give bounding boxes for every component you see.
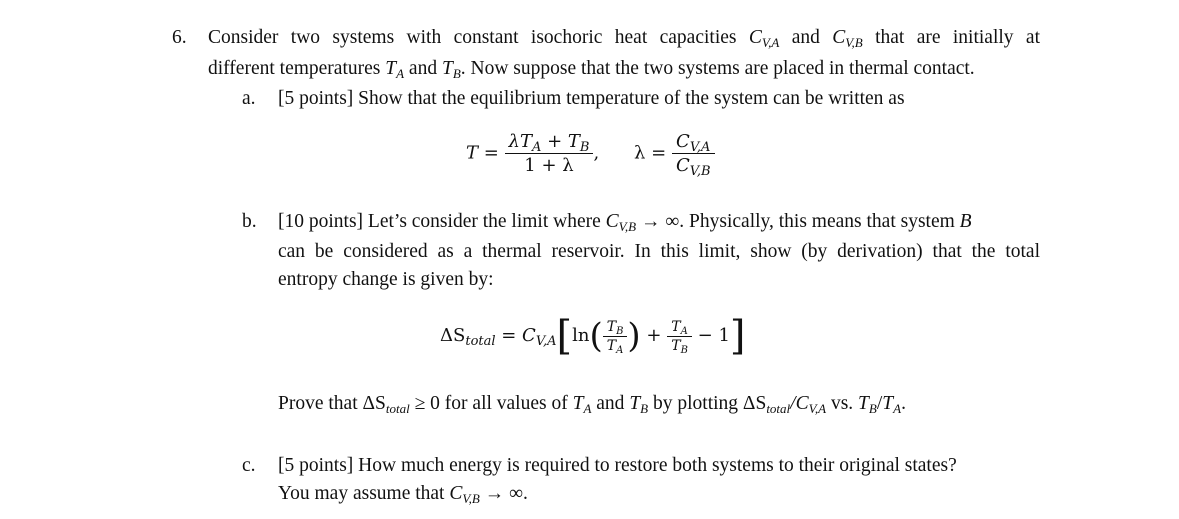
part-b-line-1: [10 points] Let’s consider the limit where $C_{V,B}$ → ∞. Physically, this means that system B bbox=[278, 211, 972, 234]
temperature-ratio-fraction-2: $\frac{T_A}{T_B}$ bbox=[667, 319, 692, 354]
lambda-definition-equation: λ = $\frac{C_{V,A}}{C_{V,B}}$ bbox=[634, 131, 715, 176]
part-c-label: c. bbox=[242, 455, 256, 476]
part-a-label: a. bbox=[242, 88, 256, 109]
part-b-line-3: entropy change is given by: bbox=[278, 269, 494, 290]
part-c-line-2: You may assume that $C_{V,B}$ → ∞. bbox=[278, 483, 528, 506]
part-b-line-2: can be considered as a thermal reservoir. In this limit, show (by derivation) that the total bbox=[278, 241, 1040, 262]
problem-intro-line-1: Consider two systems with constant isochoric heat capacities $C_{V,A}$ and $C_{V,B}$ that are initially at bbox=[208, 27, 1040, 50]
temperature-fraction: $\frac{\lambda T_A + T_B}{1 + \lambda}$ bbox=[505, 131, 594, 176]
part-c-line-1: [5 points] How much energy is required to restore both systems to their original states? bbox=[278, 455, 957, 476]
temperature-ratio-fraction-1: $\frac{T_B}{T_A}$ bbox=[603, 319, 628, 354]
part-a-text: [5 points] Show that the equilibrium temperature of the system can be written as bbox=[278, 88, 905, 109]
problem-number: 6. bbox=[172, 27, 187, 48]
part-b-prove-statement: Prove that $\Delta S_{total} \ge 0$ for all values of $T_A$ and $T_B$ by plotting $\Delta S_{total}/C_{V,A}$ vs. $T_B/T_A$. bbox=[278, 393, 906, 416]
lambda-fraction: $\frac{C_{V,A}}{C_{V,B}}$ bbox=[672, 131, 715, 176]
entropy-change-equation: $\Delta S_{total} = C_{V,A}[\ln$( $\frac{T_B}{T_A}$ ) + $\frac{T_A}{T_B}$ − 1] bbox=[440, 313, 746, 359]
equilibrium-temperature-equation: T = $\frac{\lambda T_A + T_B}{1 + \lambda}$ , bbox=[466, 131, 600, 176]
part-b-label: b. bbox=[242, 211, 257, 232]
problem-intro-line-2: different temperatures $T_A$ and $T_B$. Now suppose that the two systems are placed in thermal contact. bbox=[208, 58, 975, 81]
